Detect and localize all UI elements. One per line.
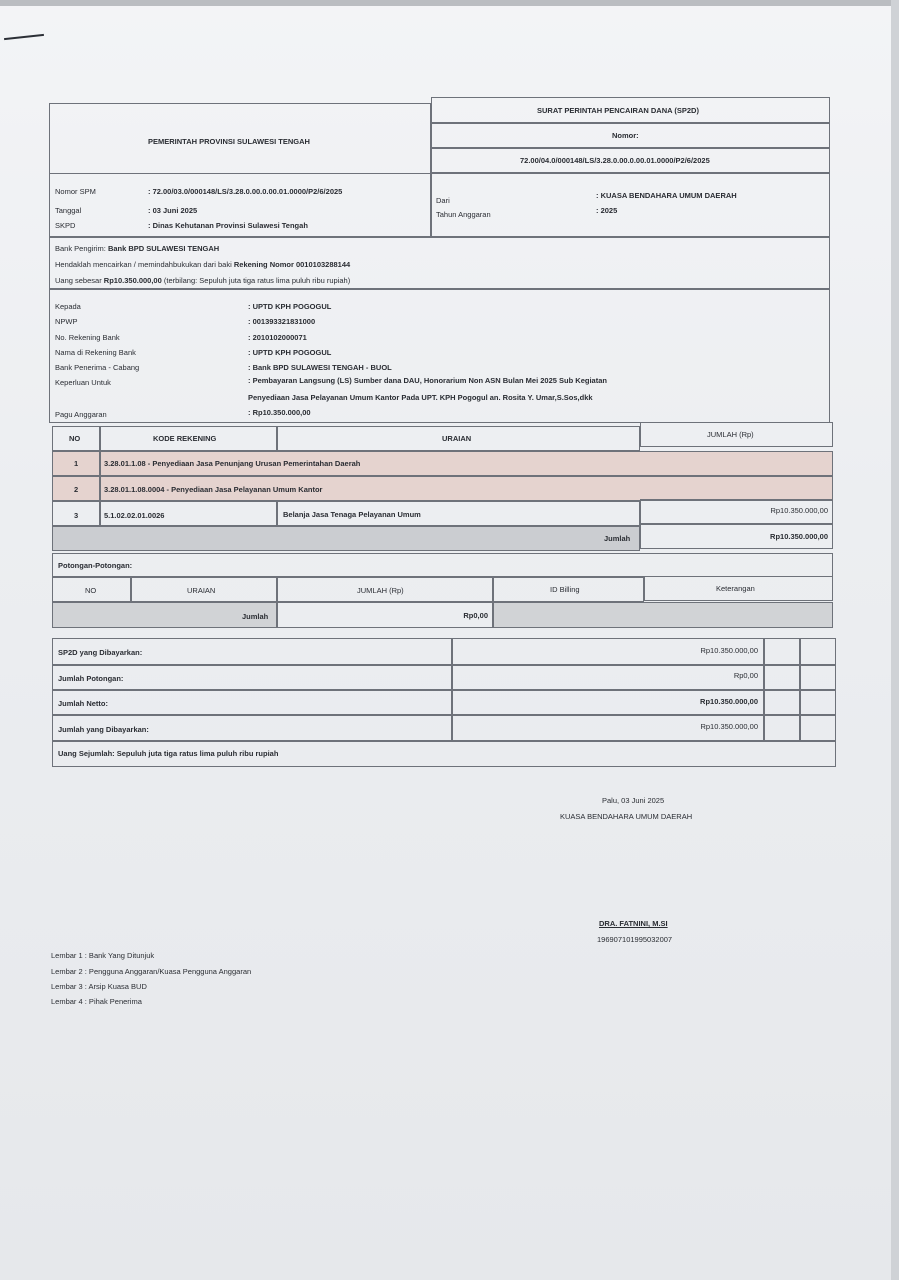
col-jumlah-header: JUMLAH (Rp) (707, 430, 754, 439)
amount-line-text: Uang sebesar (55, 276, 102, 285)
summary-extra-cell (764, 690, 800, 715)
nomor-label: Nomor: (612, 131, 639, 140)
npwp-label: NPWP (55, 317, 78, 326)
col-kode-header: KODE REKENING (153, 434, 217, 443)
row-3-no: 3 (74, 511, 79, 520)
paid-amount-label: Jumlah yang Dibayarkan: (58, 725, 149, 734)
copy-sheet-3: Lembar 3 : Arsip Kuasa BUD (51, 982, 147, 991)
potongan-title: Potongan-Potongan: (58, 561, 133, 570)
bank-account-value: : 2010102000071 (248, 333, 307, 342)
copy-sheet-2: Lembar 2 : Pengguna Anggaran/Kuasa Pengguna Anggaran (51, 967, 252, 976)
sender-bank-value: Bank BPD SULAWESI TENGAH (107, 244, 220, 253)
from-label: Dari (436, 196, 450, 205)
account-line-text: Hendaklah mencairkan / memindahbukukan dari baki (55, 260, 232, 269)
deduction-total-value: Rp0,00 (733, 671, 758, 680)
recipient-value: : UPTD KPH POGOGUL (248, 302, 332, 311)
potongan-total-rest (493, 602, 833, 628)
summary-extra-cell (800, 665, 836, 690)
signature-position: KUASA BENDAHARA UMUM DAERAH (560, 812, 693, 821)
document-title: SURAT PERINTAH PENCAIRAN DANA (SP2D) (537, 106, 699, 115)
amount-in-words-total: Uang Sejumlah: Sepuluh juta tiga ratus lima puluh ribu rupiah (58, 749, 279, 758)
potongan-col-uraian: URAIAN (187, 586, 216, 595)
table-total-row (52, 526, 640, 551)
copy-sheet-1: Lembar 1 : Bank Yang Ditunjuk (51, 951, 155, 960)
summary-row (52, 690, 452, 715)
amount-in-words: (terbilang: Sepuluh juta tiga ratus lima puluh ribu rupiah) (163, 276, 351, 285)
potongan-total-label: Jumlah (242, 612, 269, 621)
skpd-value: : Dinas Kehutanan Provinsi Sulawesi Tengah (148, 221, 308, 230)
account-name-label: Nama di Rekening Bank (55, 348, 136, 357)
skpd-label: SKPD (55, 221, 76, 230)
purpose-label: Keperluan Untuk (55, 378, 111, 387)
bank-account-label: No. Rekening Bank (55, 333, 120, 342)
row-2-no: 2 (74, 485, 79, 494)
account-line (55, 260, 350, 270)
sp2d-paid-value: Rp10.350.000,00 (700, 646, 758, 655)
potongan-col-billing: ID Billing (550, 585, 580, 594)
date-label: Tanggal (55, 206, 82, 215)
potongan-col-no: NO (85, 586, 97, 595)
npwp-value: : 001393321831000 (248, 317, 316, 326)
fiscal-year-label: Tahun Anggaran (436, 210, 491, 219)
summary-extra-cell (764, 715, 800, 741)
budget-ceiling-value: : Rp10.350.000,00 (248, 408, 311, 417)
sender-bank-label: Bank Pengirim: (55, 244, 106, 253)
potongan-total-value: Rp0,00 (463, 611, 488, 620)
summary-extra-cell (800, 690, 836, 715)
account-number: Rekening Nomor 0010103288144 (233, 260, 351, 269)
row-3-uraian: Belanja Jasa Tenaga Pelayanan Umum (283, 510, 421, 519)
summary-extra-cell (764, 665, 800, 690)
paid-amount-value: Rp10.350.000,00 (700, 722, 758, 731)
date-value: : 03 Juni 2025 (148, 206, 198, 215)
signatory-nip: 196907101995032007 (597, 935, 673, 944)
receiving-bank-label: Bank Penerima - Cabang (55, 363, 140, 372)
row-1-no: 1 (74, 459, 79, 468)
account-name-value: : UPTD KPH POGOGUL (248, 348, 332, 357)
netto-label: Jumlah Netto: (58, 699, 109, 708)
government-name: PEMERINTAH PROVINSI SULAWESI TENGAH (148, 137, 310, 146)
col-no-header: NO (69, 434, 81, 443)
row-3-kode: 5.1.02.02.01.0026 (104, 511, 165, 520)
budget-ceiling-label: Pagu Anggaran (55, 410, 107, 419)
summary-extra-cell (800, 715, 836, 741)
spm-number-value: : 72.00/03.0/000148/LS/3.28.0.00.0.00.01.0000/P2/6/2025 (148, 187, 343, 196)
table-total-value: Rp10.350.000,00 (770, 532, 828, 541)
amount-value: Rp10.350.000,00 (103, 276, 162, 285)
scan-top-edge (0, 0, 899, 6)
deduction-total-label: Jumlah Potongan: (58, 674, 124, 683)
header-right-info-cell (431, 173, 830, 237)
spm-number-label: Nomor SPM (55, 187, 96, 196)
table-total-label: Jumlah (604, 534, 631, 543)
receiving-bank-value: : Bank BPD SULAWESI TENGAH - BUOL (248, 363, 392, 372)
purpose-value-continued: Penyediaan Jasa Pelayanan Umum Kantor Pada UPT. KPH Pogogul an. Rosita Y. Umar,S.Sos,dkk (248, 393, 593, 402)
potongan-col-jumlah: JUMLAH (Rp) (357, 586, 404, 595)
scan-right-edge (891, 0, 899, 1280)
potongan-title-cell (52, 553, 833, 577)
row-3-jumlah: Rp10.350.000,00 (770, 506, 828, 515)
fiscal-year-value: : 2025 (596, 206, 618, 215)
recipient-label: Kepada (55, 302, 81, 311)
signature-place-date: Palu, 03 Juni 2025 (602, 796, 665, 805)
amount-line (55, 276, 350, 286)
potongan-col-keterangan: Keterangan (716, 584, 755, 593)
signatory-name: DRA. FATNINI, M.SI (599, 919, 668, 928)
purpose-value: : Pembayaran Langsung (LS) Sumber dana DAU, Honorarium Non ASN Bulan Mei 2025 Sub Kegiatan (248, 376, 607, 385)
row-2-text: 3.28.01.1.08.0004 - Penyediaan Jasa Pelayanan Umum Kantor (104, 485, 323, 494)
row-1-text: 3.28.01.1.08 - Penyediaan Jasa Penunjang Urusan Pemerintahan Daerah (104, 459, 361, 468)
sender-bank-line (55, 244, 219, 254)
sp2d-paid-label: SP2D yang Dibayarkan: (58, 648, 143, 657)
summary-extra-cell (800, 638, 836, 665)
col-uraian-header: URAIAN (442, 434, 472, 443)
from-value: : KUASA BENDAHARA UMUM DAERAH (596, 191, 737, 200)
copy-sheet-4: Lembar 4 : Pihak Penerima (51, 997, 142, 1006)
nomor-value: 72.00/04.0/000148/LS/3.28.0.00.0.00.01.0000/P2/6/2025 (520, 156, 710, 165)
netto-value: Rp10.350.000,00 (700, 697, 758, 706)
summary-extra-cell (764, 638, 800, 665)
